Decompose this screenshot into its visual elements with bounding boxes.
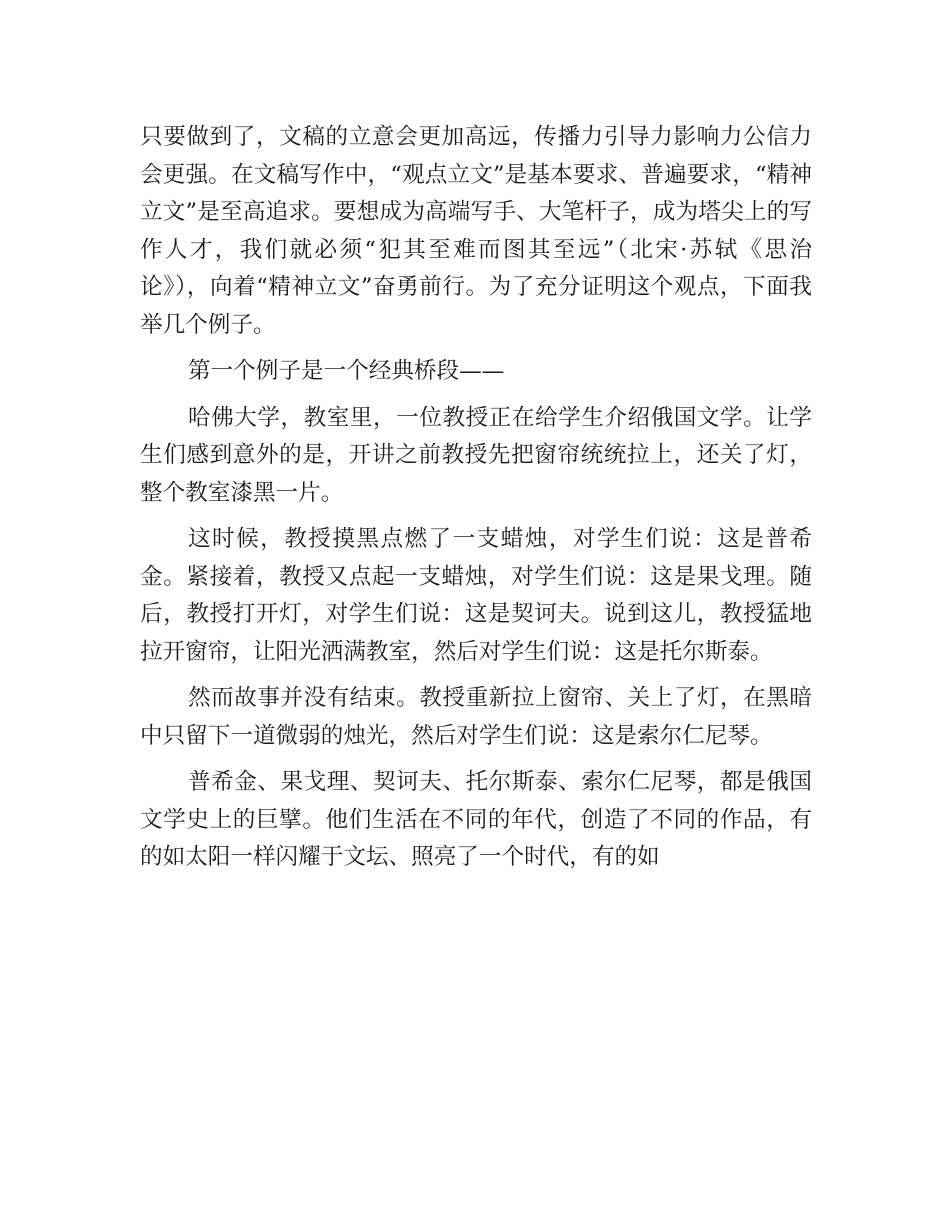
document-body <box>140 119 812 886</box>
paragraph-4: 这时候，教授摸黑点燃了一支蜡烛，对学生们说：这是普希金。紧接着，教授又点起一支蜡烛，对学生们说：这是果戈理。随后，教授打开灯，对学生们说：这是契诃夫。说到这儿，教授猛地拉开窗帘，让阳光洒满教室，然后对学生们说：这是托尔斯泰。 <box>140 526 812 665</box>
paragraph-3: 哈佛大学，教室里，一位教授正在给学生介绍俄国文学。让学生们感到意外的是，开讲之前教授先把窗帘统统拉上，还关了灯，整个教室漆黑一片。 <box>140 404 812 506</box>
paragraph-1: 只要做到了，文稿的立意会更加高远，传播力引导力影响力公信力会更强。在文稿写作中，“观点立文”是基本要求、普遍要求，“精神立文”是至高追求。要想成为高端写手、大笔杆子，成为塔尖上的写作人才，我们就必须“犯其至难而图其至远”（北宋·苏轼《思治论》），向着“精神立文”奋勇前行。为了充分证明这个观点，下面我举几个例子。 <box>140 124 812 338</box>
paragraph-6: 普希金、果戈理、契诃夫、托尔斯泰、索尔仁尼琴，都是俄国文学史上的巨擘。他们生活在不同的年代，创造了不同的作品，有的如太阳一样闪耀于文坛、照亮了一个时代，有的如 <box>140 769 812 870</box>
paragraph-5: 然而故事并没有结束。教授重新拉上窗帘、关上了灯，在黑暗中只留下一道微弱的烛光，然后对学生们说：这是索尔仁尼琴。 <box>140 685 812 749</box>
paragraph-2: 第一个例子是一个经典桥段—— <box>188 358 505 384</box>
